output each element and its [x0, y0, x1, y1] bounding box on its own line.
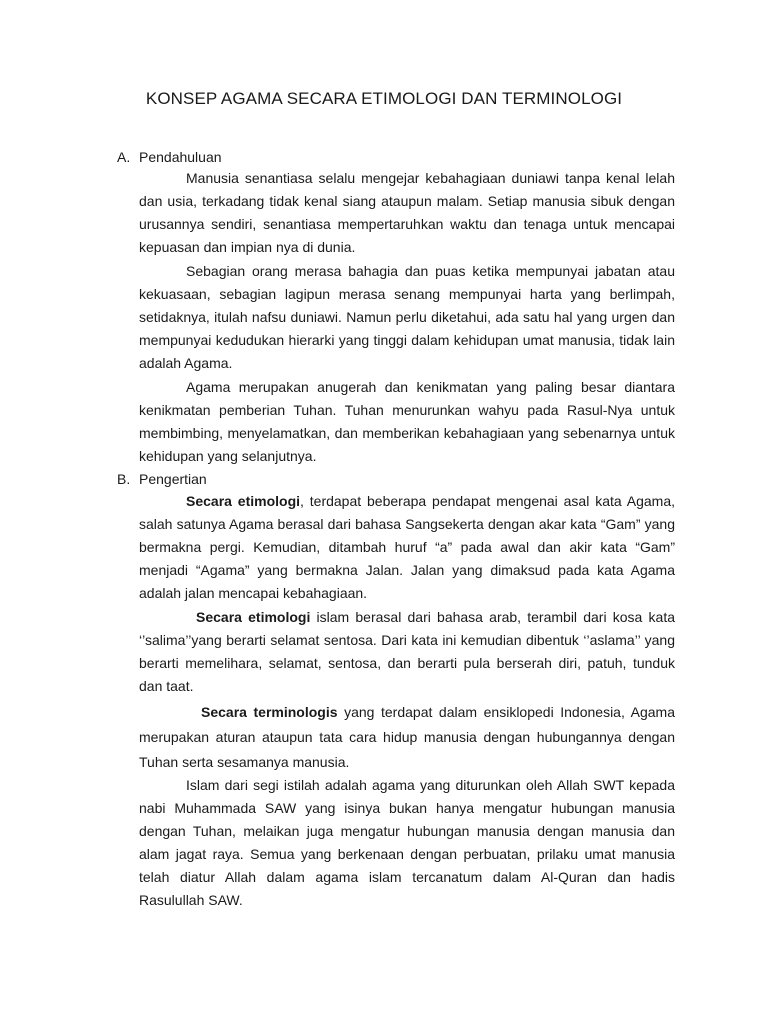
paragraph: Islam dari segi istilah adalah agama yang diturunkan oleh Allah SWT kepada nabi Muhammada SAW yang isinya bukan hanya mengatur hubungan manusia dengan Tuhan, melaikan juga mengatur hubungan manusia dengan manusia dan alam jagat raya. Semua yang berkenaan dengan perbuatan, prilaku umat manusia telah diatur Allah dalam agama islam tercanatum dalam Al-Quran dan hadis Rasulullah SAW. — [139, 777, 675, 909]
section-title: Pendahuluan — [139, 149, 222, 165]
document-title: KONSEP AGAMA SECARA ETIMOLOGI DAN TERMINOLOGI — [145, 89, 623, 108]
section-heading-pendahuluan — [117, 148, 222, 166]
paragraph: Sebagian orang merasa bahagia dan puas ketika mempunyai jabatan atau kekuasaan, sebagian lagipun merasa senang mempunyai harta yang berlimpah, setidaknya, itulah nafsu duniawi. Namun perlu diketahui, ada satu hal yang urgen dan mempunyai kedudukan hierarki yang tinggi dalam kehidupan umat manusia, tidak lain adalah Agama. — [139, 263, 675, 372]
section-marker: B. — [117, 471, 131, 487]
paragraph: Secara etimologi islam berasal dari bahasa arab, terambil dari kosa kata ‘’salima’’yang berarti selamat sentosa. Dari kata ini kemudian dibentuk ‘’aslama’’ yang berarti memelihara, selamat, sentosa, dan berarti pula berserah diri, patuh, tunduk dan taat. — [139, 609, 675, 695]
bold-term: Secara etimologi — [186, 493, 301, 509]
bold-term: Secara etimologi — [196, 609, 311, 625]
paragraph: Secara terminologis yang terdapat dalam ensiklopedi Indonesia, Agama merupakan aturan ataupun tata cara hidup manusia dengan hubungannya dengan Tuhan serta sesamanya manusia. — [139, 704, 675, 770]
section-heading-pengertian — [117, 470, 207, 488]
paragraph: Manusia senantiasa selalu mengejar kebahagiaan duniawi tanpa kenal lelah dan usia, terkadang tidak kenal siang ataupun malam. Setiap manusia sibuk dengan urusannya sendiri, senantiasa mempertaruhkan waktu dan tenaga untuk mencapai kepuasan dan impian nya di dunia. — [139, 170, 675, 256]
section-marker: A. — [117, 149, 131, 165]
paragraph: Agama merupakan anugerah dan kenikmatan yang paling besar diantara kenikmatan pemberian Tuhan. Tuhan menurunkan wahyu pada Rasul-Nya untuk membimbing, menyelamatkan, dan memberikan kebahagiaan yang sebenarnya untuk kehidupan yang selanjutnya. — [139, 379, 675, 465]
paragraph: Secara etimologi, terdapat beberapa pendapat mengenai asal kata Agama, salah satunya Agama berasal dari bahasa Sangsekerta dengan akar kata “Gam” yang bermakna pergi. Kemudian, ditambah huruf “a” pada awal dan akir kata “Gam” menjadi “Agama” yang bermakna Jalan. Jalan yang dimaksud pada kata Agama adalah jalan mencapai kebahagiaan. — [139, 493, 675, 602]
section-title: Pengertian — [139, 471, 207, 487]
bold-term: Secara terminologis — [201, 704, 338, 720]
